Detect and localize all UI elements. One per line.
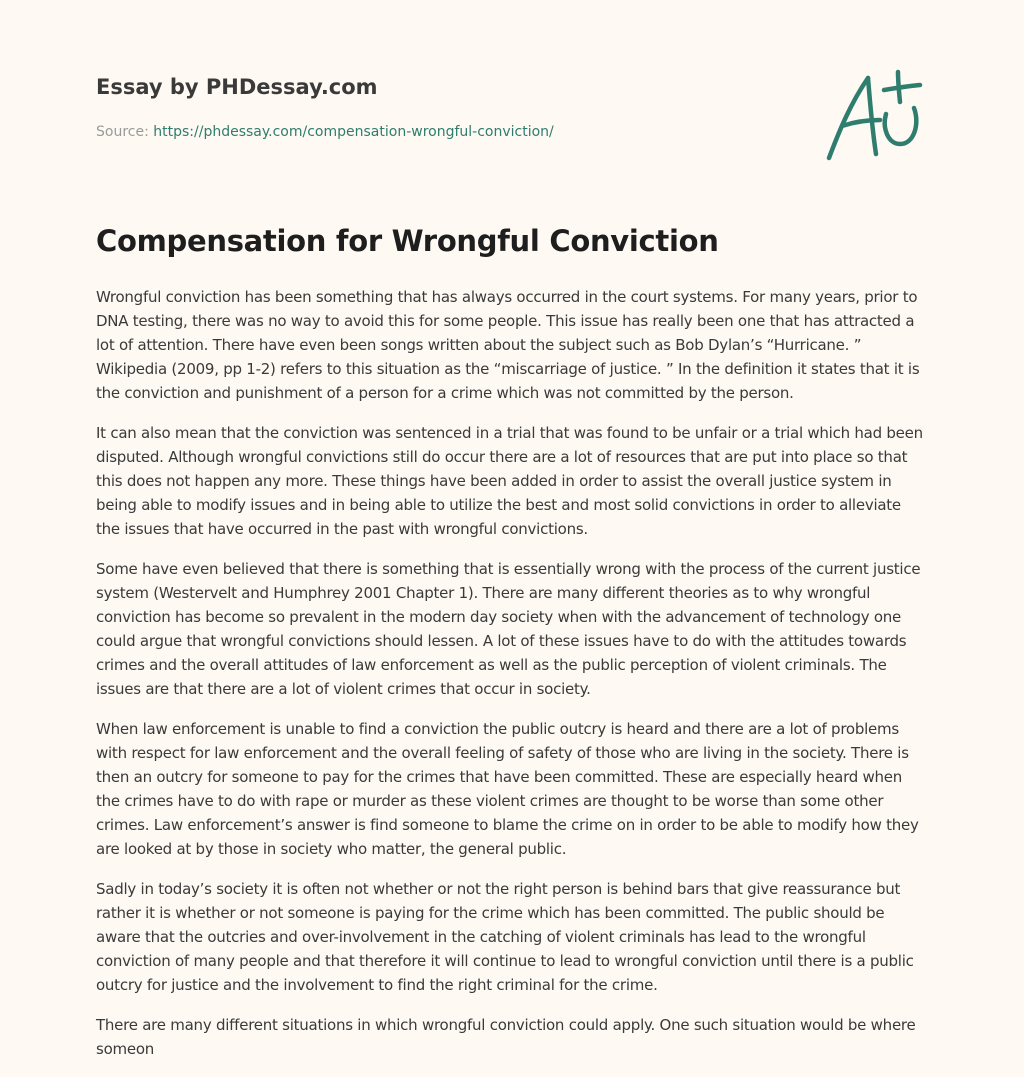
source-label: Source: <box>96 124 154 140</box>
essay-body <box>96 285 928 1077</box>
essay-paragraph: Sadly in today’s society it is often not whether or not the right person is behind bars that give reassurance but rather it is whether or not someone is paying for the crime which has been committed. The public should be aware that the outcries and over-involvement in the catching of violent criminals has lead to the wrongful conviction of many people and that therefore it will continue to lead to wrongful conviction until there is a public outcry for justice and the involvement to find the right criminal for the crime. <box>96 880 914 994</box>
source-link[interactable]: https://phdessay.com/compensation-wrongful-conviction/ <box>153 124 554 140</box>
site-title: Essay by PHDessay.com <box>96 75 378 99</box>
essay-paragraph: Some have even believed that there is something that is essentially wrong with the process of the current justice system (Westervelt and Humphrey 2001 Chapter 1). There are many different theories as to why wrongful conviction has become so prevalent in the modern day society when with the advancement of technology one could argue that wrongful convictions should lessen. A lot of these issues have to do with the attitudes towards crimes and the overall attitudes of law enforcement as well as the public perception of violent criminals. The issues are that there are a lot of violent crimes that occur in society. <box>96 560 921 698</box>
a-plus-logo-icon <box>826 68 926 164</box>
essay-paragraph: There are many different situations in which wrongful conviction could apply. One such situation would be where someon <box>96 1016 916 1058</box>
source-line <box>96 124 554 140</box>
essay-paragraph: When law enforcement is unable to find a conviction the public outcry is heard and there are a lot of problems with respect for law enforcement and the overall feeling of safety of those who are living in the society. There is then an outcry for someone to pay for the crimes that have been committed. These are especially heard when the crimes have to do with rape or murder as these violent crimes are thought to be worse than some other crimes. Law enforcement’s answer is find someone to blame the crime on in order to be able to modify how they are looked at by those in society who matter, the general public. <box>96 720 919 858</box>
essay-title: Compensation for Wrongful Conviction <box>96 224 719 258</box>
essay-paragraph: Wrongful conviction has been something that has always occurred in the court systems. For many years, prior to DNA testing, there was no way to avoid this for some people. This issue has really been one that has attracted a lot of attention. There have even been songs written about the subject such as Bob Dylan’s “Hurricane. ” Wikipedia (2009, pp 1-2) refers to this situation as the “miscarriage of justice. ” In the definition it states that it is the conviction and punishment of a person for a crime which was not committed by the person. <box>96 288 920 402</box>
essay-paragraph: It can also mean that the conviction was sentenced in a trial that was found to be unfair or a trial which had been disputed. Although wrongful convictions still do occur there are a lot of resources that are put into place so that this does not happen any more. These things have been added in order to assist the overall justice system in being able to modify issues and in being able to utilize the best and most solid convictions in order to alleviate the issues that have occurred in the past with wrongful convictions. <box>96 424 923 538</box>
